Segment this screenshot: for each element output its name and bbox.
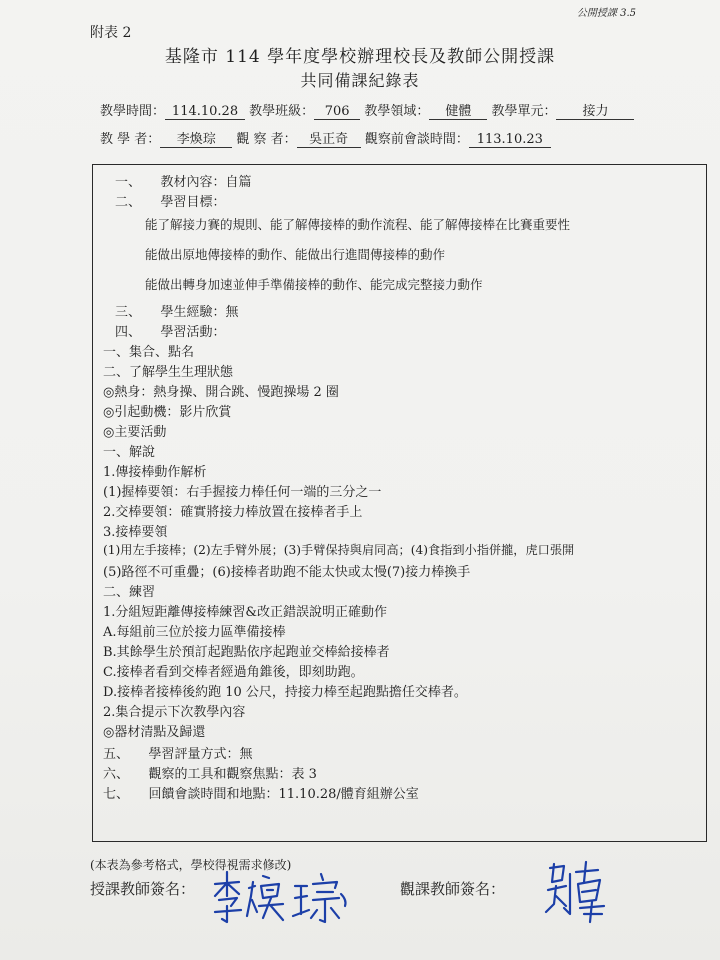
observer-value: 吳正奇 bbox=[297, 128, 361, 148]
activity-line: 2.交棒要領：確實將接力棒放置在接棒者手上 bbox=[103, 505, 363, 520]
section-2: 二、 學習目標： bbox=[115, 195, 226, 210]
domain-label: 教學領域： bbox=[364, 104, 430, 119]
section-3: 三、 學生經驗：無 bbox=[115, 305, 239, 320]
activity-line: 2.集合提示下次教學內容 bbox=[103, 705, 246, 720]
document-subtitle: 共同備課紀錄表 bbox=[300, 71, 420, 90]
activity-line: (1)用左手接棒；(2)左手臂外展；(3)手臂保持與肩同高；(4)食指到小指併攏，虎口張開 bbox=[103, 543, 575, 557]
pretalk-label: 觀察前會談時間： bbox=[364, 132, 469, 147]
format-note: (本表為參考格式，學校得視需求修改) bbox=[90, 858, 292, 872]
teacher-value: 李煥琮 bbox=[160, 128, 232, 148]
section-7: 七、 回饋會談時間和地點：11.10.28/體育組辦公室 bbox=[103, 787, 419, 802]
activity-line: ◎主要活動 bbox=[103, 425, 167, 440]
observer-label: 觀 察 者： bbox=[236, 132, 297, 147]
activity-line: 一、解說 bbox=[103, 445, 156, 460]
activity-line: (5)路徑不可重疊；(6)接棒者助跑不能太快或太慢(7)接力棒換手 bbox=[103, 565, 471, 580]
document-title: 基隆市 114 學年度學校辦理校長及教師公開授課 bbox=[164, 47, 556, 67]
time-value: 114.10.28 bbox=[165, 104, 245, 120]
class-label: 教學班級： bbox=[249, 104, 315, 119]
section-1: 一、 教材內容：自篇 bbox=[115, 175, 252, 190]
objective-1: 能了解接力賽的規則、能了解傳接棒的動作流程、能了解傳接棒在比賽重要性 bbox=[145, 217, 571, 232]
activity-line: 3.接棒要領 bbox=[103, 525, 168, 540]
activity-line: 一、集合、點名 bbox=[103, 345, 195, 360]
activity-line: ◎引起動機：影片欣賞 bbox=[103, 405, 232, 420]
activity-line: (1)握棒要領：右手握接力棒任何一端的三分之一 bbox=[103, 485, 382, 500]
class-value: 706 bbox=[314, 104, 360, 120]
observer-sign-label: 觀課教師簽名： bbox=[400, 880, 506, 898]
activity-line: 1.傳接棒動作解析 bbox=[103, 465, 207, 480]
annex-label: 附表 2 bbox=[90, 25, 132, 41]
time-label: 教學時間： bbox=[100, 104, 166, 119]
content-box bbox=[92, 164, 707, 842]
section-6: 六、 觀察的工具和觀察焦點：表 3 bbox=[103, 767, 317, 782]
section-5: 五、 學習評量方式：無 bbox=[103, 747, 253, 762]
objective-2: 能做出原地傳接棒的動作、能做出行進間傳接棒的動作 bbox=[145, 247, 446, 262]
info-row-1 bbox=[100, 100, 634, 120]
activity-line: ◎器材清點及歸還 bbox=[103, 725, 206, 740]
activity-line: 1.分組短距離傳接棒練習&改正錯誤說明正確動作 bbox=[103, 605, 387, 620]
domain-value: 健體 bbox=[429, 100, 487, 120]
activity-line: ◎熱身：熱身操、開合跳、慢跑操場 2 圈 bbox=[103, 385, 339, 400]
activity-line: D.接棒者接棒後約跑 10 公尺，持接力棒至起跑點擔任交棒者。 bbox=[103, 685, 467, 700]
unit-label: 教學單元： bbox=[491, 104, 557, 119]
activity-line: 二、練習 bbox=[103, 585, 156, 600]
observer-signature bbox=[540, 856, 612, 928]
teacher-label: 教 學 者： bbox=[100, 132, 161, 147]
info-row-2 bbox=[100, 128, 551, 148]
activity-line: 二、了解學生生理狀態 bbox=[103, 365, 234, 380]
teacher-signature bbox=[205, 866, 355, 936]
pretalk-value: 113.10.23 bbox=[469, 132, 551, 148]
teacher-sign-label: 授課教師簽名： bbox=[90, 880, 196, 898]
activity-line: B.其餘學生於預訂起跑點依序起跑並交棒給接棒者 bbox=[103, 645, 390, 660]
section-4: 四、 學習活動： bbox=[115, 325, 226, 340]
form-tag: 公開授課 3.5 bbox=[576, 8, 636, 19]
unit-value: 接力 bbox=[556, 100, 634, 120]
activity-line: C.接棒者看到交棒者經過角錐後，即刻助跑。 bbox=[103, 665, 364, 680]
objective-3: 能做出轉身加速並伸手準備接棒的動作、能完成完整接力動作 bbox=[145, 277, 483, 292]
activity-line: A.每組前三位於接力區準備接棒 bbox=[103, 625, 286, 640]
